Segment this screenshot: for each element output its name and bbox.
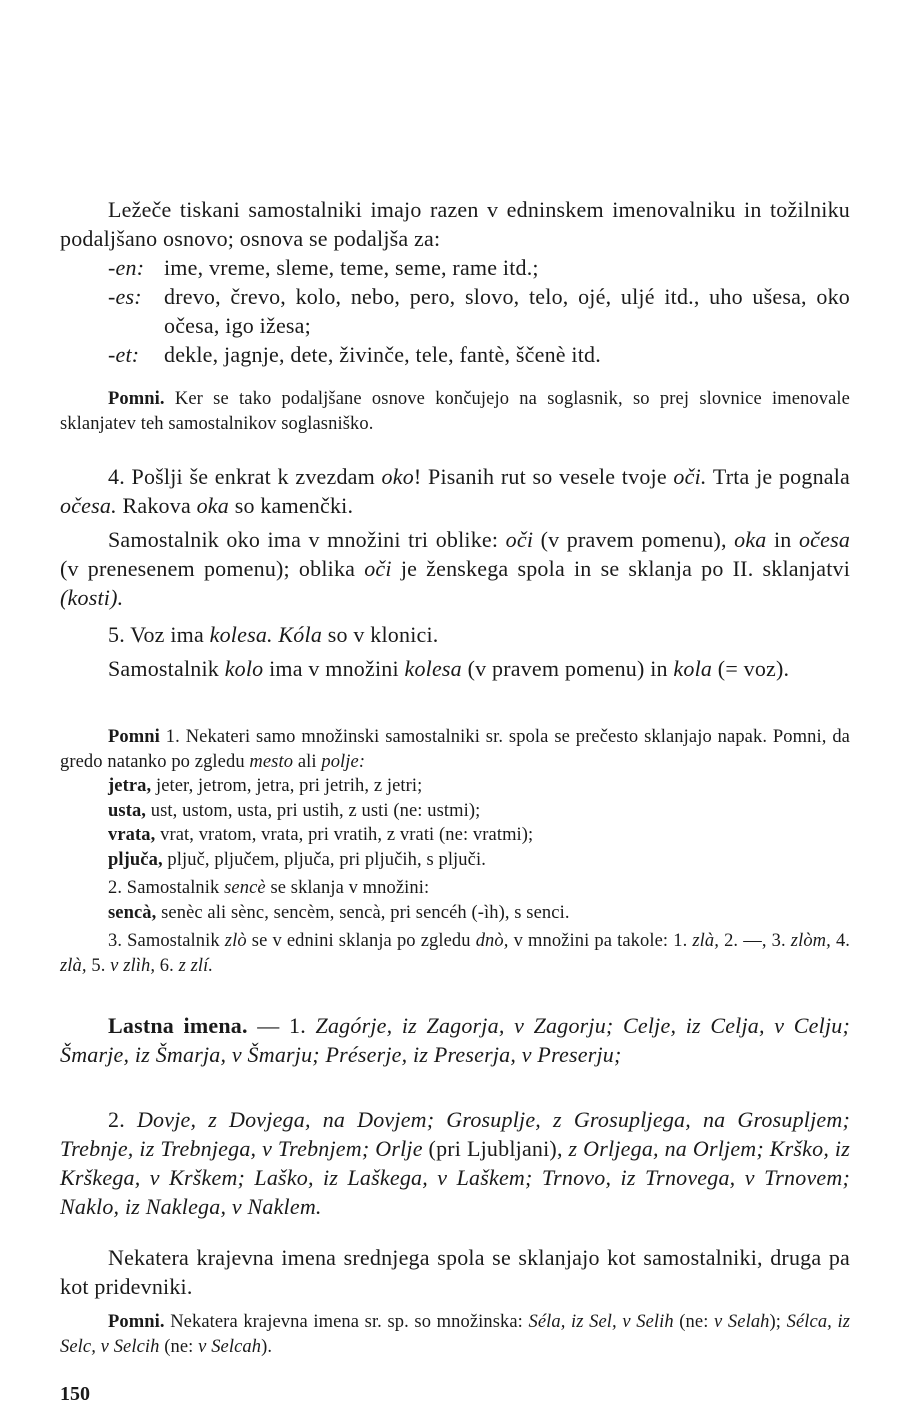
proper-names-text: (pri Ljubljani), [428, 1136, 563, 1161]
note-3-text: (ne: [164, 1336, 194, 1357]
note-2-intro [60, 725, 850, 774]
example-5 [60, 620, 850, 649]
note-2-word: zlò [224, 931, 247, 951]
proper-names-2 [60, 1105, 850, 1221]
note-2-text: ali [297, 751, 317, 772]
suffix-et-text: dekle, jagnje, dete, živinče, tele, fantè, ščenè itd. [164, 342, 601, 367]
declension-row [60, 848, 850, 873]
declension-row [60, 823, 850, 848]
note-2-word: polje: [321, 751, 366, 772]
declension-word: pljuča, [108, 849, 163, 870]
declension-row [60, 774, 850, 799]
explanation-4-text: Samostalnik oko ima v množini tri oblike: [108, 527, 499, 552]
note-3-text: ); [769, 1312, 782, 1332]
suffix-es [60, 282, 850, 340]
suffix-en [60, 253, 850, 282]
note-2-text: 2. Samostalnik [108, 878, 220, 898]
note-2-text: 3. Samostalnik [108, 931, 220, 951]
example-5-text: so v klonici. [327, 622, 439, 647]
suffix-et [60, 340, 850, 369]
explanation-5-word: kola [673, 656, 713, 681]
example-5-text: 5. Voz ima [108, 622, 204, 647]
declension-forms: pljuč, pljučem, pljuča, pri pljučih, s pljuči. [167, 849, 486, 870]
note-1 [60, 387, 850, 436]
note-3-text: ). [261, 1336, 273, 1357]
explanation-4-text: in [773, 527, 792, 552]
note-3-word: Séla, iz Sel, v Selih [528, 1312, 674, 1332]
declension-forms: vrat, vratom, vrata, pri vratih, z vrati (ne: vratmi); [160, 825, 534, 845]
example-4-number: 4. [108, 464, 125, 489]
proper-names-1 [60, 1011, 850, 1069]
note-2-word: zlòm, [790, 931, 831, 951]
declension-word: sencà, [108, 902, 157, 923]
proper-names-number: 2. [108, 1107, 125, 1132]
suffix-en-text: ime, vreme, sleme, teme, seme, rame itd.; [164, 255, 539, 280]
explanation-5-text: (v pravem pomenu) in [467, 656, 668, 681]
intro-block [60, 195, 850, 369]
note-1-label: Pomni. [108, 389, 165, 409]
note-2-word: dnò, [475, 931, 509, 951]
intro-text: Ležeče tiskani samostalniki imajo razen v edninskem imenovalniku in tožilniku podaljšano osnovo; osnova se podaljša za: [60, 197, 850, 251]
note-2 [60, 725, 850, 978]
explanation-4-text: (v pravem pomenu), [540, 527, 727, 552]
example-4-word: oči. [673, 464, 707, 489]
note-2-text: 1. Nekateri samo množinski samostalniki sr. spola se prečesto sklanjajo napak. Pomni, da gredo natanko po zgledu [60, 727, 850, 772]
note-2-text: 6. [159, 955, 174, 976]
note-2-text: 2. —, 3. [724, 931, 786, 951]
example-4-text: Pošlji še enkrat k zvezdam [131, 464, 375, 489]
proper-names-heading: Lastna imena. [108, 1013, 248, 1038]
note-3 [60, 1310, 850, 1359]
explanation-5-text: Samostalnik [108, 656, 219, 681]
declension-row [60, 799, 850, 824]
page-number: 150 [60, 1383, 90, 1405]
intro-paragraph [60, 195, 850, 253]
explanation-4-word: (kosti). [60, 585, 124, 610]
explanation-5-word: kolesa [404, 656, 462, 681]
example-4 [60, 462, 850, 520]
declension-row [60, 901, 850, 926]
note-3-text: Nekatera krajevna imena sr. sp. so množinska: [170, 1312, 523, 1332]
example-4-text: ! Pisanih rut so vesele tvoje [413, 464, 667, 489]
explanation-4-word: oči [505, 527, 534, 552]
proper-names-number: — 1. [257, 1013, 306, 1038]
example-4-word: oko [381, 464, 414, 489]
note-2-text: v množini pa takole: 1. [513, 931, 688, 951]
note-2-word: z zlí. [178, 955, 214, 976]
note-2-word: mesto [249, 751, 294, 772]
explanation-5-text: (= voz). [717, 656, 790, 681]
explanation-4 [60, 525, 850, 612]
note-3-label: Pomni. [108, 1312, 165, 1332]
example-4-text: Trta je pognala [712, 464, 851, 489]
proper-names-3 [60, 1243, 850, 1301]
explanation-5-word: kolo [224, 656, 264, 681]
proper-names-text: Nekatera krajevna imena srednjega spola se sklanjajo kot samostalniki, druga pa kot pridevniki. [60, 1245, 850, 1299]
explanation-4-text: (v prenesenem pomenu); oblika [60, 556, 356, 581]
explanation-5 [60, 654, 850, 683]
declension-forms: ust, ustom, usta, pri ustih, z usti (ne: ustmi); [150, 800, 481, 821]
note-2-text: se sklanja v množini: [270, 878, 430, 898]
explanation-5-text: ima v množini [269, 656, 399, 681]
note-1-text: Ker se tako podaljšane osnove končujejo na soglasnik, so prej slovnice imenovale sklanjatev teh samostalnikov soglasniško. [60, 389, 850, 434]
note-2-word: sencè [224, 878, 266, 898]
declension-forms: jeter, jetrom, jetra, pri jetrih, z jetri; [155, 776, 423, 796]
declension-forms: senèc ali sènc, sencèm, sencà, pri sencéh (-ìh), s senci. [161, 902, 570, 923]
explanation-4-word: oka [734, 527, 767, 552]
proper-names-list: Zagórje, iz Zagorja, v Zagorju; Celje, iz Celja, v Celju; Šmarje, iz Šmarja, v Šmarju; Préserje, iz Preserja, v Preserju; [60, 1013, 850, 1067]
note-2-text: 4. [835, 931, 851, 951]
note-2-text: se v ednini sklanja po zgledu [251, 931, 471, 951]
example-4-word: oka [196, 493, 229, 518]
note-2-word: zlà, [692, 931, 719, 951]
note-3-word: Sélca, iz Selc, v Selcih [60, 1312, 851, 1357]
proper-names-list: z Orljega, na Orljem; Krško, iz Krškega, v Krškem; Laško, iz Laškega, v Laškem; Trnovo, iz Trnovega, v Trnovem; Naklo, iz Naklega, v Naklem. [60, 1136, 850, 1219]
explanation-4-word: oči [364, 556, 392, 581]
example-5-word: kolesa. Kóla [209, 622, 323, 647]
example-4-word: očesa. [60, 493, 117, 518]
explanation-4-word: očesa [798, 527, 851, 552]
declension-word: jetra, [108, 776, 152, 796]
declension-word: vrata, [108, 825, 156, 845]
explanation-4-text: je ženskega spola in se sklanja po II. sklanjatvi [400, 556, 851, 581]
note-2-text: 5. [91, 955, 106, 976]
example-4-text: Rakova [122, 493, 191, 518]
suffix-et-label: -et: [108, 342, 140, 367]
note-2-item-3 [60, 929, 850, 978]
proper-names-list: Dovje, z Dovjega, na Dovjem; Grosuplje, z Grosupljega, na Grosupljem; Trebnje, iz Trebnjega, v Trebnjem; Orlje [60, 1107, 850, 1161]
note-2-word: zlà, [60, 955, 87, 976]
note-2-item-2 [60, 876, 850, 901]
note-2-label: Pomni [108, 727, 160, 747]
example-4-text: so kamenčki. [234, 493, 354, 518]
suffix-es-text: drevo, črevo, kolo, nebo, pero, slovo, telo, ojé, uljé itd., uho ušesa, oko očesa, igo ižesa; [164, 284, 850, 338]
note-3-word: v Selah [714, 1312, 770, 1332]
note-3-text: (ne: [679, 1312, 709, 1332]
note-2-word: v zlìh, [110, 955, 156, 976]
suffix-en-label: -en: [108, 255, 145, 280]
note-3-word: v Selcah [198, 1336, 262, 1357]
declension-word: usta, [108, 800, 147, 821]
suffix-es-label: -es: [108, 284, 142, 309]
